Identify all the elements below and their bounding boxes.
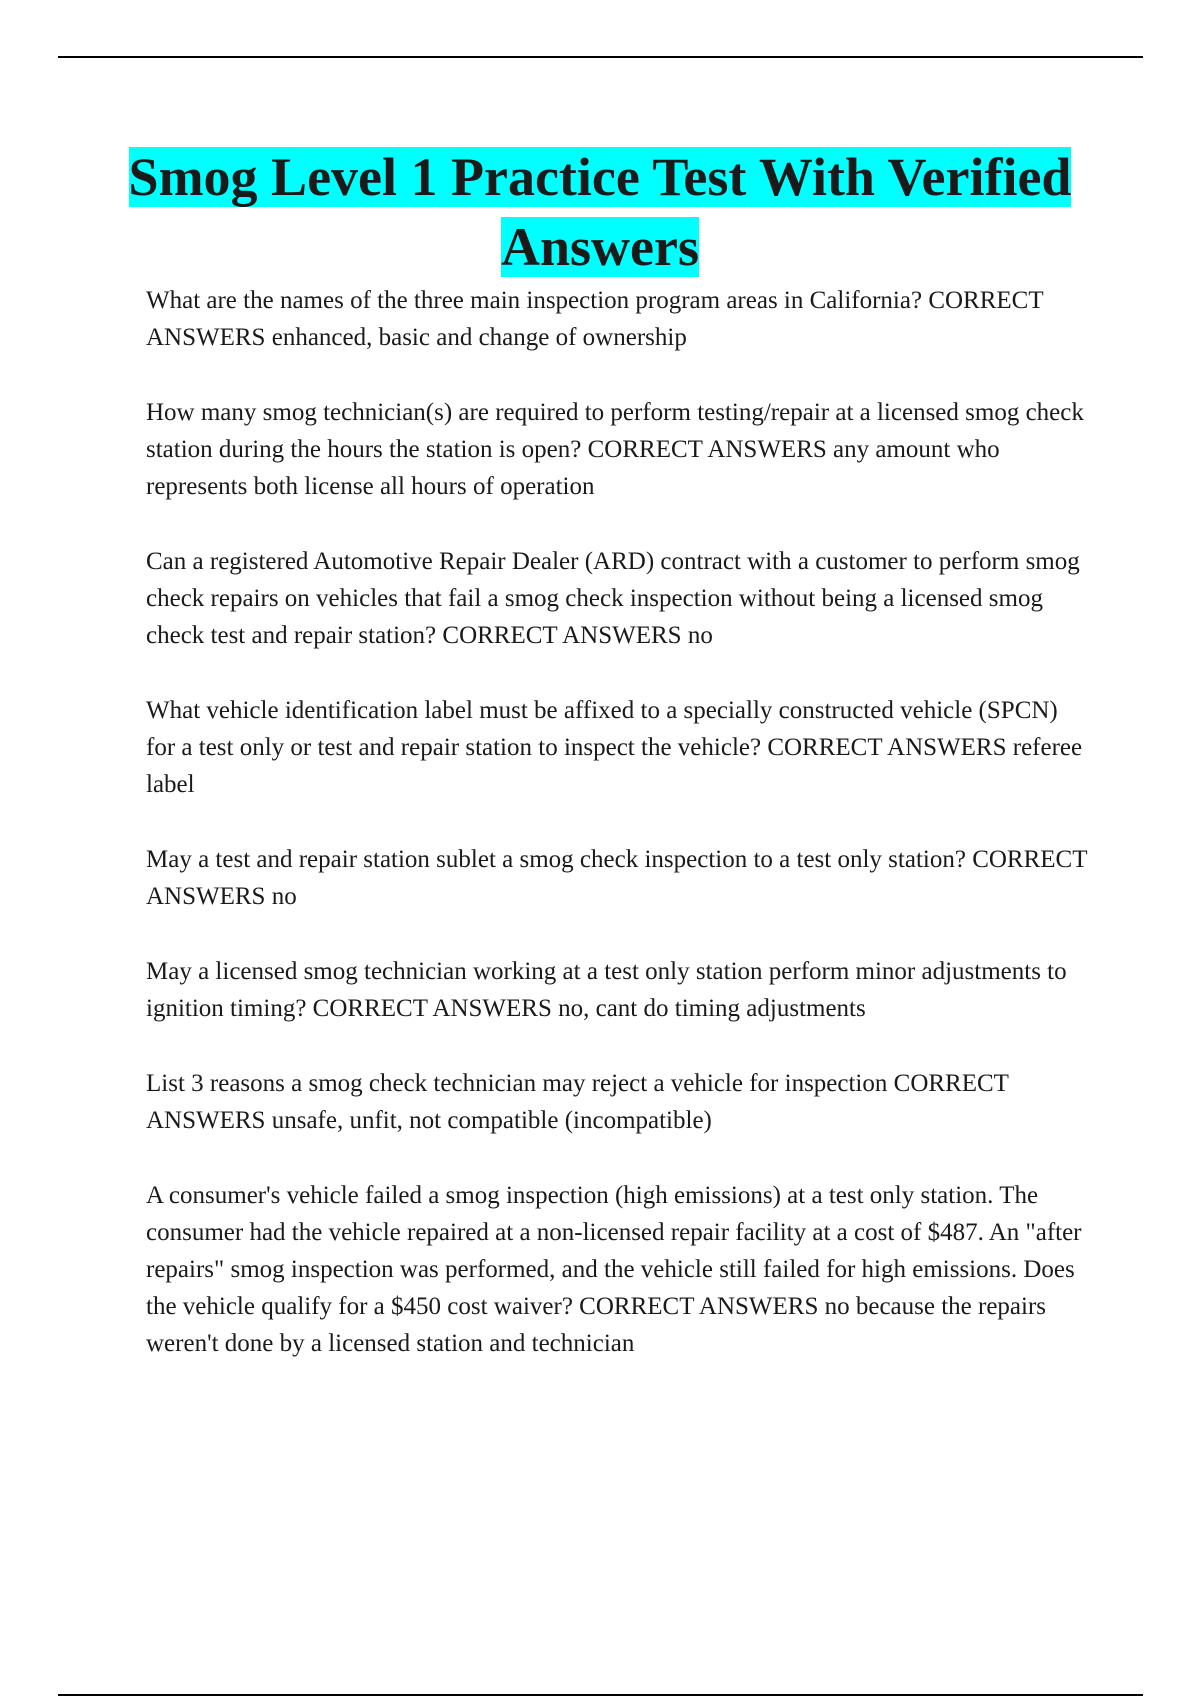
question-text: How many smog technician(s) are required to perform testing/repair at a licensed smog check station during the hours the station is open? [146, 399, 1084, 463]
answer-text: any amount who represents both license all hours of operation [146, 436, 1000, 500]
qa-item [146, 841, 1091, 915]
question-text: A consumer's vehicle failed a smog inspection (high emissions) at a test only station. The consumer had the vehicle repaired at a non-licensed repair facility at a cost of $487. An "after repairs" smog inspection was performed, and the vehicle still failed for high emissions. Does the vehicle qualify for a $450 cost waiver? [146, 1182, 1082, 1320]
bottom-rule [58, 1694, 1143, 1696]
answer-prefix: CORRECT ANSWERS [767, 734, 1007, 761]
answer-text: no [687, 622, 713, 649]
answer-prefix: CORRECT ANSWERS [312, 995, 552, 1022]
answer-text: referee label [146, 734, 1083, 798]
page-title [120, 142, 1080, 282]
answer-text: enhanced, basic and change of ownership [271, 324, 687, 351]
answer-text: unsafe, unfit, not compatible (incompatible) [271, 1107, 712, 1134]
question-text: What vehicle identification label must be affixed to a specially constructed vehicle (SPCN) for a test only or test and repair station to inspect the vehicle? [146, 697, 1058, 761]
answer-text: no because the repairs weren't done by a licensed station and technician [146, 1293, 1047, 1357]
qa-list [146, 282, 1091, 1400]
answer-text: no, cant do timing adjustments [558, 995, 866, 1022]
qa-item [146, 953, 1091, 1027]
answer-prefix: CORRECT ANSWERS [587, 436, 827, 463]
answer-prefix: CORRECT ANSWERS [442, 622, 682, 649]
qa-item [146, 1065, 1091, 1139]
answer-prefix: CORRECT ANSWERS [146, 1070, 1009, 1134]
qa-item [146, 394, 1091, 505]
qa-item [146, 1177, 1091, 1362]
question-text: List 3 reasons a smog check technician may reject a vehicle for inspection [146, 1070, 888, 1097]
qa-item [146, 692, 1091, 803]
question-text: May a test and repair station sublet a smog check inspection to a test only station? [146, 846, 966, 873]
answer-prefix: CORRECT ANSWERS [146, 846, 1088, 910]
question-text: Can a registered Automotive Repair Dealer (ARD) contract with a customer to perform smog check repairs on vehicles that fail a smog check inspection without being a licensed smog check test and repair station? [146, 548, 1080, 649]
question-text: What are the names of the three main inspection program areas in California? [146, 287, 923, 314]
page-title-text: Smog Level 1 Practice Test With Verified Answers [128, 147, 1072, 277]
answer-prefix: CORRECT ANSWERS [579, 1293, 819, 1320]
answer-text: no [271, 883, 297, 910]
qa-item [146, 543, 1091, 654]
answer-prefix: CORRECT ANSWERS [146, 287, 1044, 351]
qa-item [146, 282, 1091, 356]
top-rule [58, 56, 1143, 58]
question-text: May a licensed smog technician working at a test only station perform minor adjustments to ignition timing? [146, 958, 1067, 1022]
